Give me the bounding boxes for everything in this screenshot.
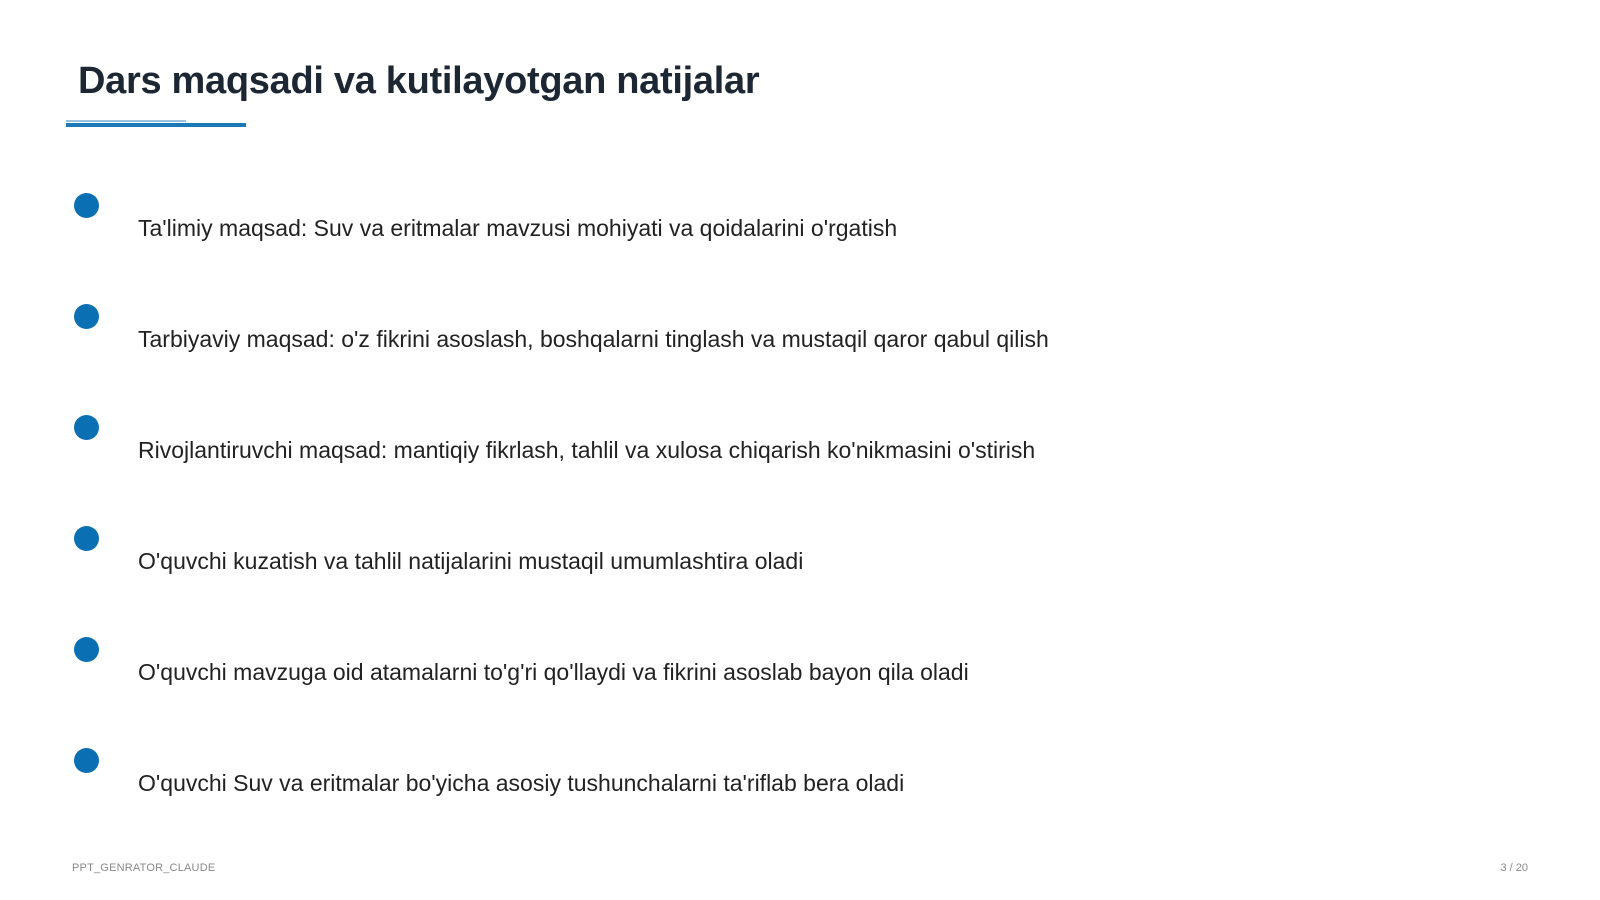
bullet-text: Ta'limiy maqsad: Suv va eritmalar mavzusi mohiyati va qoidalarini o'rgatish xyxy=(138,215,898,241)
page-indicator: 3 / 20 xyxy=(1500,862,1528,874)
list-item xyxy=(0,526,1600,626)
bullet-dot-icon xyxy=(74,748,99,773)
bullet-text: O'quvchi mavzuga oid atamalarni to'g'ri qo'llaydi va fikrini asoslab bayon qila oladi xyxy=(138,659,969,685)
list-item xyxy=(0,304,1600,404)
bullet-text: O'quvchi Suv va eritmalar bo'yicha asosiy tushunchalarni ta'riflab bera oladi xyxy=(138,770,905,796)
bullet-dot-icon xyxy=(74,526,99,551)
bullet-text: O'quvchi kuzatish va tahlil natijalarini mustaqil umumlashtira oladi xyxy=(138,548,804,574)
bullet-dot-icon xyxy=(74,304,99,329)
bullet-text: Tarbiyaviy maqsad: o'z fikrini asoslash, boshqalarni tinglash va mustaqil qaror qabul qilish xyxy=(138,326,1049,352)
bullet-dot-icon xyxy=(74,415,99,440)
slide-title: Dars maqsadi va kutilayotgan natijalar xyxy=(78,60,760,102)
footer-label: PPT_GENRATOR_CLAUDE xyxy=(72,862,216,874)
list-item xyxy=(0,415,1600,515)
list-item xyxy=(0,193,1600,293)
bullet-text: Rivojlantiruvchi maqsad: mantiqiy fikrlash, tahlil va xulosa chiqarish ko'nikmasini o'stirish xyxy=(138,437,1036,463)
bullet-dot-icon xyxy=(74,193,99,218)
bullet-dot-icon xyxy=(74,637,99,662)
list-item xyxy=(0,637,1600,737)
list-item xyxy=(0,748,1600,848)
